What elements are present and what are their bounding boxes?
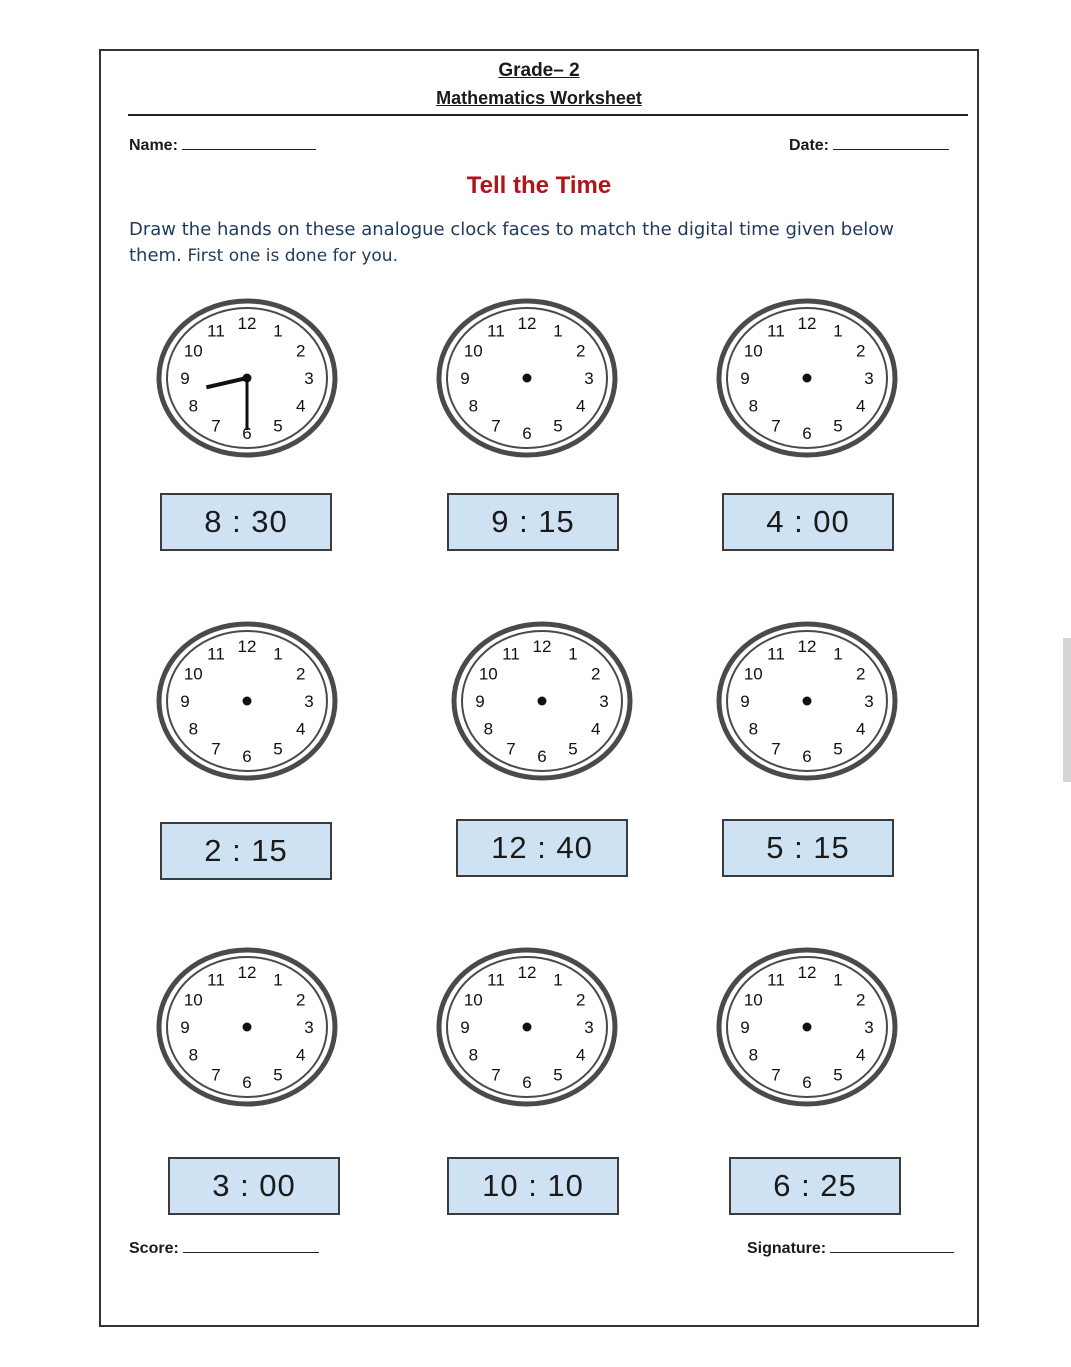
clock-number: 8 (188, 719, 199, 739)
clock-number: 11 (502, 644, 520, 664)
clock-svg (156, 298, 338, 458)
clock-number: 5 (833, 416, 843, 436)
date-field[interactable] (789, 137, 949, 155)
clock-number: 12 (797, 637, 817, 656)
clock-number: 7 (771, 1065, 781, 1085)
clock-number: 10 (463, 990, 483, 1010)
clock-number: 2 (590, 664, 601, 684)
clock-number: 1 (553, 321, 563, 341)
clock-number: 7 (211, 1065, 221, 1085)
score-field[interactable] (129, 1240, 319, 1258)
digital-time-box: 10 : 10 (447, 1157, 619, 1215)
worksheet-title: Tell the Time (466, 172, 612, 199)
clock-number: 1 (833, 321, 843, 341)
clock-face[interactable] (156, 947, 338, 1107)
clock-number: 5 (568, 739, 578, 759)
clock-number: 6 (522, 424, 532, 443)
clock-center-dot (243, 697, 252, 706)
clock-number: 9 (460, 369, 470, 388)
clock-number: 10 (478, 664, 498, 684)
clock-number: 1 (833, 970, 843, 990)
digital-time-box: 3 : 00 (168, 1157, 340, 1215)
clock-number: 9 (180, 369, 190, 388)
instructions-line-1: Draw the hands on these analogue clock faces to match the digital time given below (129, 219, 894, 240)
digital-time-box: 6 : 25 (729, 1157, 901, 1215)
clock-number: 5 (833, 739, 843, 759)
clock-number: 7 (491, 416, 501, 436)
score-blank[interactable] (183, 1252, 319, 1253)
clock-number: 6 (537, 747, 547, 766)
digital-time-box: 12 : 40 (456, 819, 628, 877)
header-divider (128, 114, 968, 116)
clock-number: 11 (207, 644, 225, 664)
clock-number: 3 (864, 369, 874, 388)
clock-number: 6 (522, 1073, 532, 1092)
name-blank[interactable] (182, 149, 316, 150)
clock-number: 9 (180, 692, 190, 711)
clock-number: 12 (237, 314, 257, 333)
digital-time-box: 9 : 15 (447, 493, 619, 551)
clock-number: 12 (797, 314, 817, 333)
clock-number: 2 (855, 990, 866, 1010)
clock-number: 10 (743, 664, 763, 684)
clock-face[interactable] (716, 947, 898, 1107)
clock-number: 8 (188, 1045, 199, 1065)
clock-number: 1 (833, 644, 843, 664)
clock-number: 8 (748, 1045, 759, 1065)
clock-face[interactable] (436, 298, 618, 458)
clock-number: 8 (483, 719, 494, 739)
clock-number: 2 (855, 341, 866, 361)
clock-number: 12 (517, 314, 537, 333)
clock-number: 9 (180, 1018, 190, 1037)
clock-number: 6 (802, 1073, 812, 1092)
instructions (129, 217, 969, 269)
clock-number: 8 (748, 396, 759, 416)
clock-number: 12 (532, 637, 552, 656)
worksheet-page (99, 49, 979, 1327)
clock-number: 11 (487, 321, 505, 341)
instructions-line-2a: them. (129, 245, 182, 266)
clock-number: 4 (295, 1045, 306, 1065)
signature-label: Signature: (747, 1240, 827, 1257)
clock-number: 9 (460, 1018, 470, 1037)
clock-face[interactable] (716, 621, 898, 781)
digital-time-box: 5 : 15 (722, 819, 894, 877)
date-blank[interactable] (833, 149, 949, 150)
clock-number: 12 (797, 963, 817, 982)
clock-number: 10 (743, 990, 763, 1010)
clock-number: 2 (295, 664, 306, 684)
signature-field[interactable] (747, 1240, 954, 1258)
clock-number: 3 (584, 1018, 594, 1037)
clock-number: 8 (188, 396, 199, 416)
clock-number: 4 (295, 396, 306, 416)
clock-center-dot (243, 1023, 252, 1032)
clock-number: 4 (855, 396, 866, 416)
clock-number: 7 (211, 416, 221, 436)
clock-number: 10 (183, 990, 203, 1010)
clock-number: 11 (487, 970, 505, 990)
clock-number: 5 (273, 739, 283, 759)
clock-number: 3 (304, 369, 314, 388)
clock-svg (436, 298, 618, 458)
clock-number: 1 (273, 644, 283, 664)
score-label: Score: (129, 1240, 179, 1257)
signature-blank[interactable] (830, 1252, 954, 1253)
clock-number: 1 (553, 970, 563, 990)
clock-number: 3 (304, 1018, 314, 1037)
clock-number: 6 (242, 424, 252, 443)
clock-number: 12 (237, 963, 257, 982)
clock-number: 10 (743, 341, 763, 361)
clock-center-dot (538, 697, 547, 706)
clock-number: 2 (575, 341, 586, 361)
clock-number: 9 (740, 1018, 750, 1037)
grade-heading: Grade– 2 (498, 60, 580, 81)
clock-number: 5 (833, 1065, 843, 1085)
clock-number: 7 (506, 739, 516, 759)
digital-time-box: 4 : 00 (722, 493, 894, 551)
clock-number: 2 (855, 664, 866, 684)
clock-number: 4 (575, 396, 586, 416)
subject-heading: Mathematics Worksheet (436, 88, 642, 108)
clock-number: 9 (475, 692, 485, 711)
name-label: Name: (129, 137, 178, 154)
clock-face[interactable] (436, 947, 618, 1107)
clock-number: 4 (590, 719, 601, 739)
clock-number: 4 (855, 719, 866, 739)
clock-number: 1 (273, 970, 283, 990)
clock-number: 6 (242, 1073, 252, 1092)
clock-svg (716, 298, 898, 458)
clock-number: 6 (242, 747, 252, 766)
clock-number: 5 (273, 1065, 283, 1085)
clock-svg (716, 621, 898, 781)
digital-time-box: 8 : 30 (160, 493, 332, 551)
clock-number: 9 (740, 369, 750, 388)
clock-number: 3 (599, 692, 609, 711)
clock-number: 8 (468, 396, 479, 416)
clock-number: 5 (273, 416, 283, 436)
clock-center-dot (523, 374, 532, 383)
clock-number: 7 (771, 739, 781, 759)
date-label: Date: (789, 137, 830, 154)
clock-number: 6 (802, 747, 812, 766)
clock-number: 11 (767, 644, 785, 664)
clock-svg (436, 947, 618, 1107)
clock-number: 9 (740, 692, 750, 711)
clock-number: 10 (183, 664, 203, 684)
clock-number: 2 (295, 341, 306, 361)
clock-number: 6 (802, 424, 812, 443)
clock-svg (156, 947, 338, 1107)
clock-number: 3 (304, 692, 314, 711)
clock-number: 7 (491, 1065, 501, 1085)
clock-face[interactable] (156, 621, 338, 781)
clock-svg (156, 621, 338, 781)
clock-number: 4 (855, 1045, 866, 1065)
clock-number: 1 (273, 321, 283, 341)
clock-number: 2 (575, 990, 586, 1010)
clock-center-dot (803, 697, 812, 706)
clock-center-dot (243, 374, 252, 383)
clock-number: 4 (575, 1045, 586, 1065)
instructions-line-2b: First one is done for you. (187, 246, 398, 266)
clock-number: 5 (553, 1065, 563, 1085)
scroll-edge-marker (1063, 638, 1071, 782)
clock-number: 10 (463, 341, 483, 361)
clock-center-dot (523, 1023, 532, 1032)
clock-number: 5 (553, 416, 563, 436)
clock-number: 3 (864, 692, 874, 711)
clock-number: 7 (771, 416, 781, 436)
clock-svg (716, 947, 898, 1107)
clock-number: 11 (767, 321, 785, 341)
clock-number: 4 (295, 719, 306, 739)
clock-face[interactable] (716, 298, 898, 458)
clock-number: 11 (207, 321, 225, 341)
clock-number: 10 (183, 341, 203, 361)
clock-number: 12 (237, 637, 257, 656)
clock-number: 2 (295, 990, 306, 1010)
clock-center-dot (803, 374, 812, 383)
clock-svg (451, 621, 633, 781)
name-field[interactable] (129, 137, 316, 155)
clock-number: 8 (468, 1045, 479, 1065)
clock-number: 11 (207, 970, 225, 990)
clock-number: 8 (748, 719, 759, 739)
clock-face[interactable] (451, 621, 633, 781)
clock-number: 1 (568, 644, 578, 664)
clock-number: 7 (211, 739, 221, 759)
clock-number: 11 (767, 970, 785, 990)
clock-number: 12 (517, 963, 537, 982)
clock-center-dot (803, 1023, 812, 1032)
digital-time-box: 2 : 15 (160, 822, 332, 880)
clock-face[interactable] (156, 298, 338, 458)
clock-number: 3 (584, 369, 594, 388)
clock-number: 3 (864, 1018, 874, 1037)
